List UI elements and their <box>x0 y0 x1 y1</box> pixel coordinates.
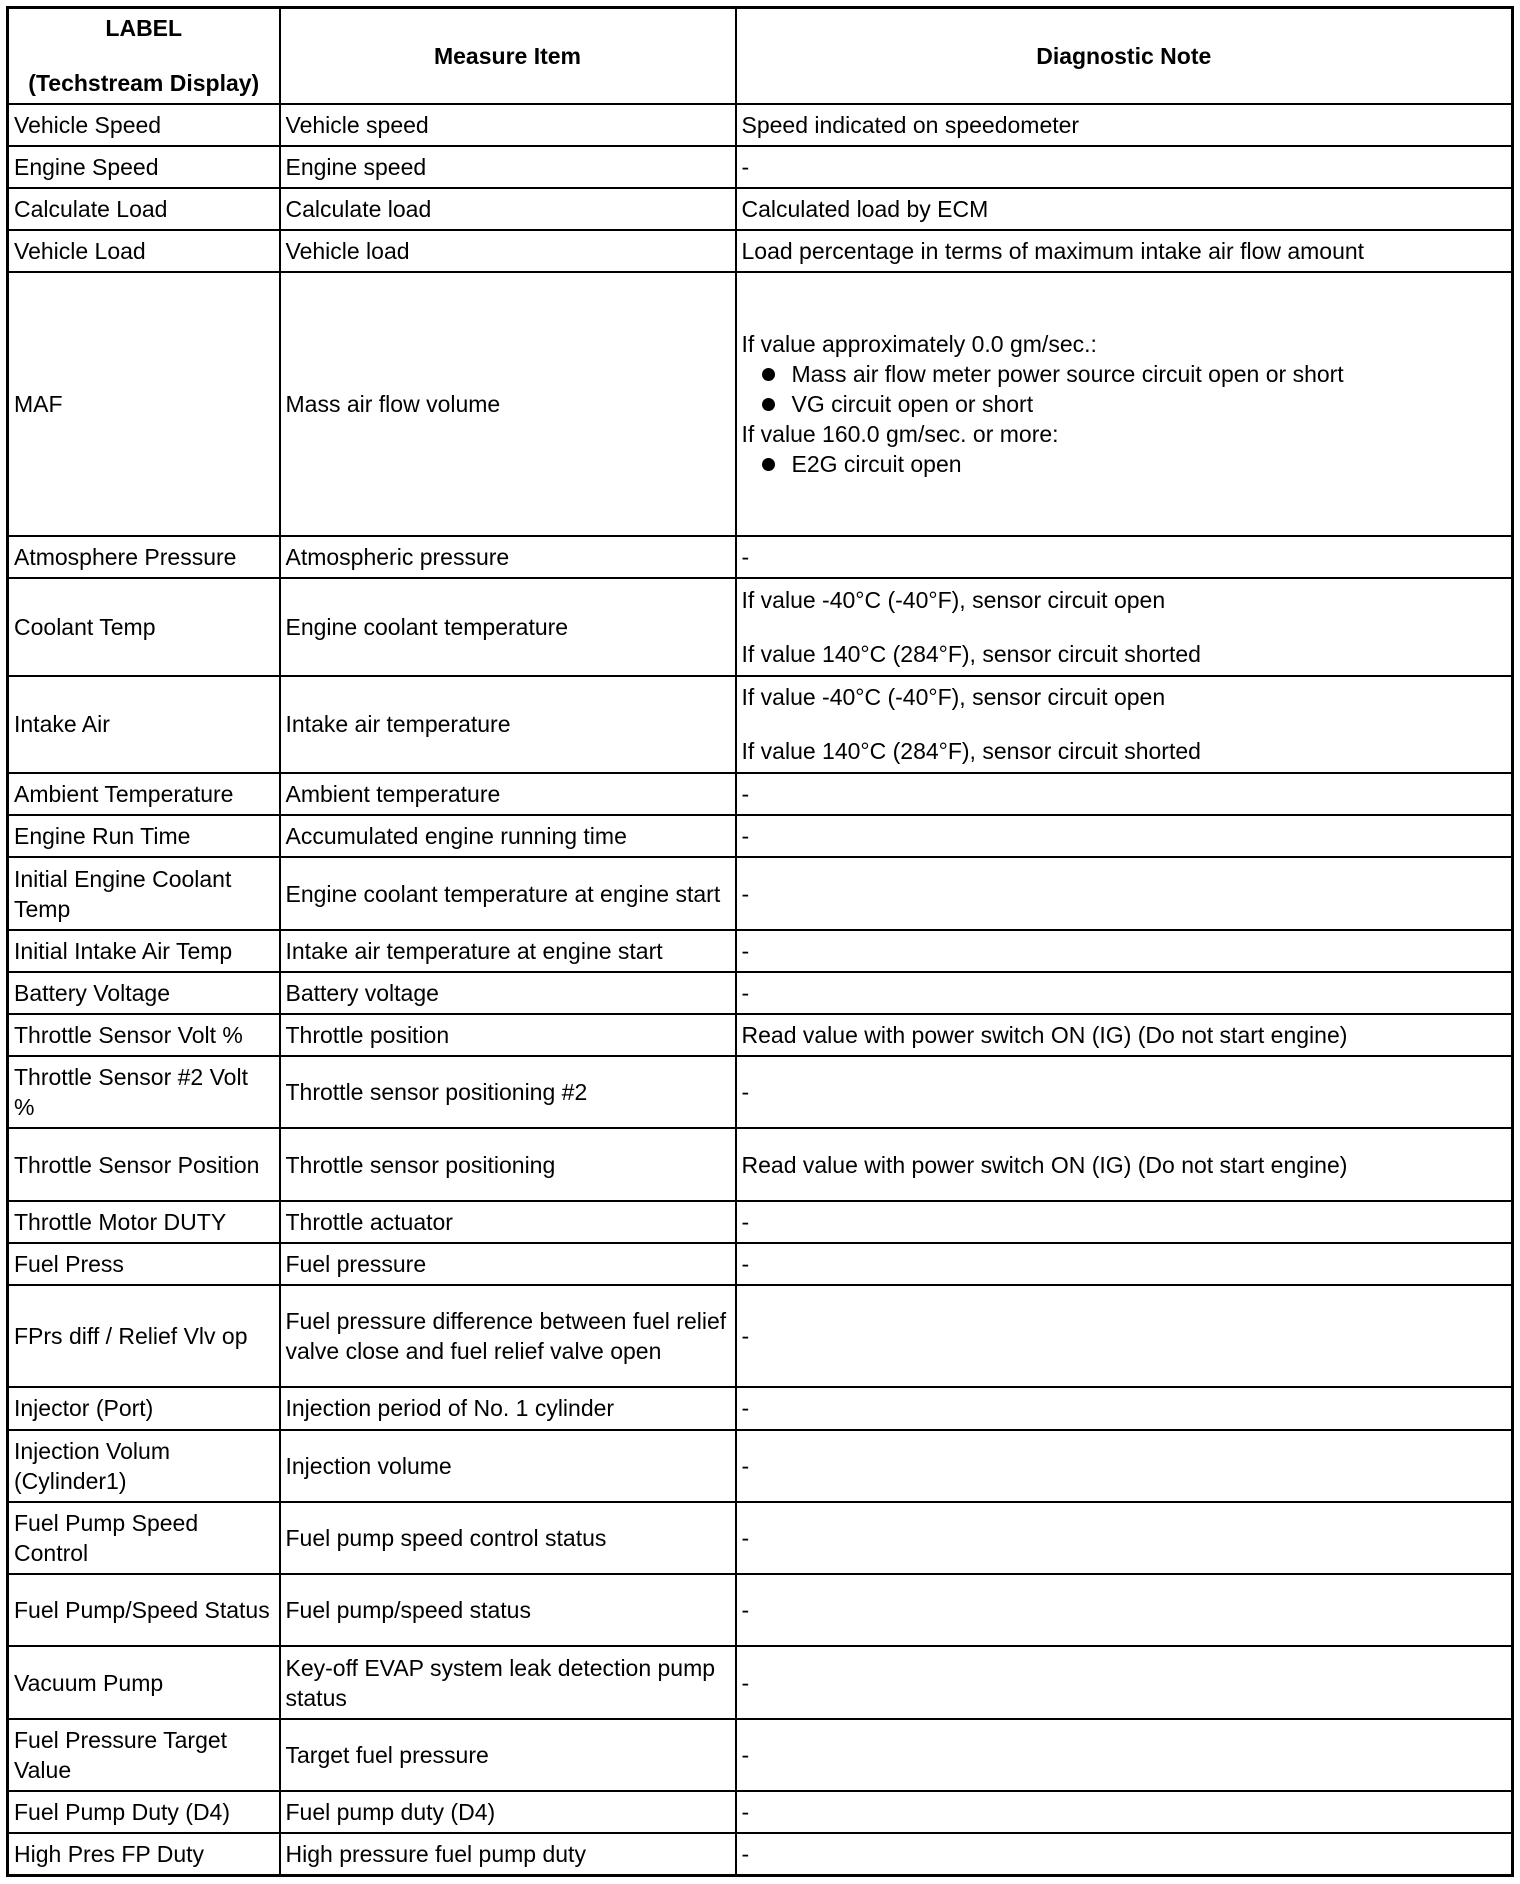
note-line: If value -40°C (-40°F), sensor circuit open <box>741 587 1166 613</box>
label-cell: Vehicle Load <box>8 230 280 272</box>
measure-cell: Engine speed <box>280 146 736 188</box>
note-cell: - <box>736 1646 1513 1718</box>
note-cell: - <box>736 536 1513 578</box>
note-cell-maf <box>736 272 1513 536</box>
bullet-icon <box>762 398 775 411</box>
measure-cell: Fuel pump duty (D4) <box>280 1791 736 1833</box>
measure-cell: Intake air temperature at engine start <box>280 930 736 972</box>
table-row <box>8 188 1513 230</box>
note-cell: - <box>736 930 1513 972</box>
label-cell: Throttle Sensor #2 Volt % <box>8 1056 280 1128</box>
table-row <box>8 1243 1513 1285</box>
note-line: If value 160.0 gm/sec. or more: <box>741 421 1059 448</box>
table-row <box>8 104 1513 146</box>
note-cell: Load percentage in terms of maximum intake air flow amount <box>736 230 1513 272</box>
measure-cell: Throttle sensor positioning #2 <box>280 1056 736 1128</box>
label-cell: Throttle Sensor Volt % <box>8 1014 280 1056</box>
table-row <box>8 1791 1513 1833</box>
table-row <box>8 1833 1513 1875</box>
label-cell: Engine Run Time <box>8 815 280 857</box>
measure-cell: Engine coolant temperature <box>280 578 736 675</box>
maf-note <box>742 329 1507 479</box>
table-row <box>8 1719 1513 1791</box>
table-row-maf <box>8 272 1513 536</box>
table-row <box>8 1502 1513 1574</box>
measure-cell: Fuel pressure difference between fuel relief valve close and fuel relief valve open <box>280 1285 736 1387</box>
note-cell: - <box>736 815 1513 857</box>
label-cell: High Pres FP Duty <box>8 1833 280 1875</box>
table-row <box>8 1387 1513 1429</box>
measure-cell: Fuel pump/speed status <box>280 1574 736 1646</box>
label-cell: Intake Air <box>8 676 280 773</box>
label-cell: Injection Volum (Cylinder1) <box>8 1430 280 1502</box>
label-cell: Throttle Sensor Position <box>8 1128 280 1200</box>
note-cell: - <box>736 1201 1513 1243</box>
label-cell: Fuel Pressure Target Value <box>8 1719 280 1791</box>
label-cell: Initial Intake Air Temp <box>8 930 280 972</box>
note-cell-coolant <box>736 578 1513 675</box>
bullet-item: Mass air flow meter power source circuit open or short <box>742 359 1507 389</box>
header-measure-item: Measure Item <box>280 8 736 104</box>
measure-cell: High pressure fuel pump duty <box>280 1833 736 1875</box>
label-cell: Battery Voltage <box>8 972 280 1014</box>
note-cell: Read value with power switch ON (IG) (Do not start engine) <box>736 1128 1513 1200</box>
data-list-table <box>6 6 1514 1877</box>
measure-cell: Throttle sensor positioning <box>280 1128 736 1200</box>
note-cell: - <box>736 972 1513 1014</box>
label-cell: Injector (Port) <box>8 1387 280 1429</box>
note-cell: Read value with power switch ON (IG) (Do not start engine) <box>736 1014 1513 1056</box>
table-row-intake <box>8 676 1513 773</box>
note-line: If value 140°C (284°F), sensor circuit shorted <box>741 738 1201 765</box>
table-row <box>8 930 1513 972</box>
note-cell: - <box>736 1833 1513 1875</box>
note-cell-intake <box>736 676 1513 773</box>
note-cell: - <box>736 146 1513 188</box>
bullet-item: E2G circuit open <box>742 449 1507 479</box>
measure-cell: Target fuel pressure <box>280 1719 736 1791</box>
table-row <box>8 146 1513 188</box>
note-line: If value approximately 0.0 gm/sec.: <box>741 331 1097 358</box>
bullet-icon <box>762 368 775 381</box>
label-cell: Fuel Press <box>8 1243 280 1285</box>
note-cell: - <box>736 1430 1513 1502</box>
note-cell: Calculated load by ECM <box>736 188 1513 230</box>
label-cell: Engine Speed <box>8 146 280 188</box>
label-cell: Throttle Motor DUTY <box>8 1201 280 1243</box>
bullet-icon <box>762 458 775 471</box>
measure-cell: Fuel pump speed control status <box>280 1502 736 1574</box>
label-cell: Calculate Load <box>8 188 280 230</box>
note-cell: - <box>736 1387 1513 1429</box>
measure-cell: Vehicle load <box>280 230 736 272</box>
note-line: If value 140°C (284°F), sensor circuit shorted <box>741 641 1201 667</box>
table-row-coolant <box>8 578 1513 675</box>
header-label: LABEL (Techstream Display) <box>8 8 280 104</box>
bullet-item: VG circuit open or short <box>742 389 1507 419</box>
measure-cell: Injection volume <box>280 1430 736 1502</box>
measure-cell: Calculate load <box>280 188 736 230</box>
note-cell: - <box>736 773 1513 815</box>
note-cell: - <box>736 857 1513 929</box>
measure-cell: Throttle position <box>280 1014 736 1056</box>
note-cell: Speed indicated on speedometer <box>736 104 1513 146</box>
note-line: If value -40°C (-40°F), sensor circuit open <box>741 684 1166 711</box>
table-row <box>8 1430 1513 1502</box>
table-header-row <box>8 8 1513 104</box>
label-cell: Ambient Temperature <box>8 773 280 815</box>
table-row <box>8 773 1513 815</box>
note-cell: - <box>736 1574 1513 1646</box>
note-cell: - <box>736 1243 1513 1285</box>
table-row <box>8 1574 1513 1646</box>
label-cell: Coolant Temp <box>8 578 280 675</box>
table-row <box>8 1201 1513 1243</box>
label-cell: Initial Engine Coolant Temp <box>8 857 280 929</box>
measure-cell: Mass air flow volume <box>280 272 736 536</box>
table-row <box>8 972 1513 1014</box>
measure-cell: Engine coolant temperature at engine start <box>280 857 736 929</box>
table-row <box>8 230 1513 272</box>
measure-cell: Ambient temperature <box>280 773 736 815</box>
measure-cell: Injection period of No. 1 cylinder <box>280 1387 736 1429</box>
label-cell: MAF <box>8 272 280 536</box>
measure-cell: Atmospheric pressure <box>280 536 736 578</box>
label-cell: Fuel Pump Duty (D4) <box>8 1791 280 1833</box>
measure-cell: Battery voltage <box>280 972 736 1014</box>
label-cell: Fuel Pump Speed Control <box>8 1502 280 1574</box>
note-cell: - <box>736 1056 1513 1128</box>
note-cell: - <box>736 1719 1513 1791</box>
label-cell: FPrs diff / Relief Vlv op <box>8 1285 280 1387</box>
label-cell: Fuel Pump/Speed Status <box>8 1574 280 1646</box>
document-page <box>6 6 1511 1877</box>
measure-cell: Vehicle speed <box>280 104 736 146</box>
measure-cell: Throttle actuator <box>280 1201 736 1243</box>
measure-cell: Accumulated engine running time <box>280 815 736 857</box>
table-row <box>8 1646 1513 1718</box>
measure-cell: Fuel pressure <box>280 1243 736 1285</box>
label-cell: Vehicle Speed <box>8 104 280 146</box>
label-cell: Atmosphere Pressure <box>8 536 280 578</box>
table-row <box>8 1128 1513 1200</box>
note-cell: - <box>736 1791 1513 1833</box>
header-diagnostic-note: Diagnostic Note <box>736 8 1513 104</box>
table-row <box>8 536 1513 578</box>
table-row <box>8 815 1513 857</box>
table-row <box>8 1014 1513 1056</box>
note-cell: - <box>736 1285 1513 1387</box>
measure-cell: Key-off EVAP system leak detection pump status <box>280 1646 736 1718</box>
measure-cell: Intake air temperature <box>280 676 736 773</box>
label-cell: Vacuum Pump <box>8 1646 280 1718</box>
table-row <box>8 857 1513 929</box>
table-row <box>8 1285 1513 1387</box>
table-row <box>8 1056 1513 1128</box>
note-cell: - <box>736 1502 1513 1574</box>
